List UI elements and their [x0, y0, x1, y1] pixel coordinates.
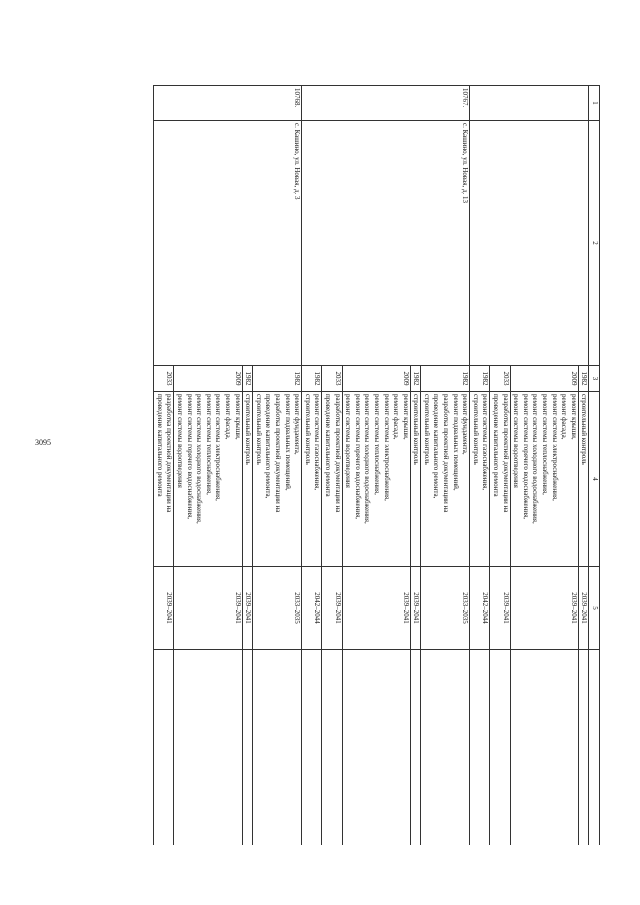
- work-line: разработка проектной документации на: [333, 394, 342, 513]
- period-cell: 2039–2041: [174, 567, 242, 650]
- works-cell: [242, 392, 253, 567]
- works-cell: [490, 392, 510, 567]
- period-cell: 2039–2041: [510, 567, 578, 650]
- work-line: ремонт системы холодного водоснабжения,: [195, 394, 204, 524]
- work-line: ремонт системы газоснабжения,: [481, 394, 490, 491]
- work-line: ремонт системы электроснабжения,: [550, 394, 559, 501]
- work-line: ремонт системы холодного водоснабжения,: [363, 394, 372, 524]
- work-line: строительный контроль: [303, 394, 312, 465]
- blank-cell: [174, 650, 242, 846]
- column-number: 5: [589, 567, 600, 650]
- work-line: ремонт подвальных помещений,: [283, 394, 292, 491]
- period-cell: 2033–2035: [421, 567, 470, 650]
- year-cell: 1982: [253, 366, 302, 392]
- works-cell: [421, 392, 470, 567]
- year-cell: 2033: [154, 366, 174, 392]
- repair-schedule-table: [153, 85, 600, 845]
- work-line: строительный контроль: [422, 394, 431, 465]
- work-line: ремонт системы холодного водоснабжения,: [531, 394, 540, 524]
- document-sheet: [45, 85, 600, 845]
- year-cell: 2033: [490, 366, 510, 392]
- work-line: строительный контроль: [580, 394, 589, 465]
- work-line: ремонт системы электроснабжения,: [214, 394, 223, 501]
- works-cell: [578, 392, 589, 567]
- blank-cell: [578, 650, 589, 846]
- year-cell: 2009: [510, 366, 578, 392]
- blank-cell: [342, 650, 410, 846]
- works-cell: [410, 392, 421, 567]
- work-line: ремонт фасада,: [392, 394, 401, 440]
- work-line: ремонт фасада,: [224, 394, 233, 440]
- work-line: ремонт системы горячего водоснабжения,: [353, 394, 362, 520]
- period-cell: 2039–2041: [242, 567, 253, 650]
- blank-cell: [154, 650, 174, 846]
- blank-cell: [470, 650, 490, 846]
- object-number: 10767.: [302, 86, 470, 121]
- work-line: ремонт системы теплоснабжения,: [541, 394, 550, 495]
- period-cell: 2039–2041: [410, 567, 421, 650]
- works-cell: [510, 392, 578, 567]
- table-row: [578, 86, 589, 846]
- object-address: [470, 121, 589, 366]
- year-cell: 1982: [302, 366, 322, 392]
- work-line: строительный контроль: [471, 394, 480, 465]
- column-number: 1: [589, 86, 600, 121]
- rotated-page: [45, 85, 600, 845]
- period-cell: 2033–2035: [253, 567, 302, 650]
- year-cell: 1982: [470, 366, 490, 392]
- works-cell: [253, 392, 302, 567]
- work-line: ремонт системы горячего водоснабжения,: [185, 394, 194, 520]
- work-line: ремонт крыши,: [401, 394, 410, 440]
- object-address: с. Кашино, ул. Новая, д. 13: [302, 121, 470, 366]
- work-line: проведение капитального ремонта,: [432, 394, 441, 499]
- year-cell: 1982: [410, 366, 421, 392]
- work-line: ремонт системы теплоснабжения,: [204, 394, 213, 495]
- object-number: [470, 86, 589, 121]
- work-line: ремонт крыши,: [569, 394, 578, 440]
- work-line: разработка проектной документации на: [165, 394, 174, 513]
- column-number-row: [589, 86, 600, 846]
- work-line: ремонт системы теплоснабжения,: [372, 394, 381, 495]
- work-line: проведение капитального ремонта: [155, 394, 164, 497]
- blank-cell: [322, 650, 342, 846]
- works-cell: [342, 392, 410, 567]
- work-line: ремонт подвальных помещений,: [451, 394, 460, 491]
- table-row: [421, 86, 470, 846]
- works-cell: [302, 392, 322, 567]
- blank-cell: [253, 650, 302, 846]
- period-cell: 2039–2041: [322, 567, 342, 650]
- blank-cell: [242, 650, 253, 846]
- blank-cell: [302, 650, 322, 846]
- work-line: разработка проектной документации на: [274, 394, 282, 513]
- blank-cell: [410, 650, 421, 846]
- column-number: 4: [589, 392, 600, 567]
- works-cell: [322, 392, 342, 567]
- works-cell: [174, 392, 242, 567]
- work-line: ремонт фасада,: [560, 394, 569, 440]
- period-cell: 2042–2044: [470, 567, 490, 650]
- period-cell: 2039–2041: [154, 567, 174, 650]
- work-line: проведение капитального ремонта: [323, 394, 332, 497]
- work-line: ремонт системы электроснабжения,: [382, 394, 391, 501]
- year-cell: 2033: [322, 366, 342, 392]
- column-number: 3: [589, 366, 600, 392]
- blank-cell: [490, 650, 510, 846]
- period-cell: 2039–2041: [342, 567, 410, 650]
- work-line: строительный контроль: [412, 394, 421, 465]
- year-cell: 2009: [342, 366, 410, 392]
- year-cell: 1982: [578, 366, 589, 392]
- blank-column: [589, 650, 600, 846]
- column-number: 2: [589, 121, 600, 366]
- period-cell: 2042–2044: [302, 567, 322, 650]
- blank-cell: [421, 650, 470, 846]
- page-number: 3095: [35, 438, 51, 447]
- work-line: строительный контроль: [254, 394, 263, 465]
- blank-cell: [510, 650, 578, 846]
- period-cell: 2039–2041: [578, 567, 589, 650]
- work-line: ремонт крыши,: [233, 394, 242, 440]
- object-address: с. Кашино, ул. Новая, д. 3: [154, 121, 302, 366]
- work-line: ремонт системы горячего водоснабжения,: [521, 394, 530, 520]
- table-body: [154, 86, 600, 846]
- year-cell: 1982: [421, 366, 470, 392]
- table-row: [253, 86, 302, 846]
- work-line: разработка проектной документации на: [442, 394, 451, 513]
- work-line: разработка проектной документации на: [501, 394, 510, 513]
- work-line: ремонт системы газоснабжения,: [313, 394, 322, 491]
- work-line: ремонт системы водоотведения: [344, 394, 353, 488]
- year-cell: 2009: [174, 366, 242, 392]
- works-cell: [470, 392, 490, 567]
- work-line: строительный контроль: [244, 394, 253, 465]
- work-line: ремонт фундамента,: [293, 394, 302, 455]
- object-number: 10768.: [154, 86, 302, 121]
- year-cell: 1982: [242, 366, 253, 392]
- work-line: ремонт системы водоотведения: [176, 394, 185, 488]
- work-line: проведение капитального ремонта,: [264, 394, 273, 499]
- works-cell: [154, 392, 174, 567]
- period-cell: 2039–2041: [490, 567, 510, 650]
- work-line: проведение капитального ремонта: [492, 394, 501, 497]
- work-line: ремонт фундамента,: [461, 394, 470, 455]
- work-line: ремонт системы водоотведения: [512, 394, 521, 488]
